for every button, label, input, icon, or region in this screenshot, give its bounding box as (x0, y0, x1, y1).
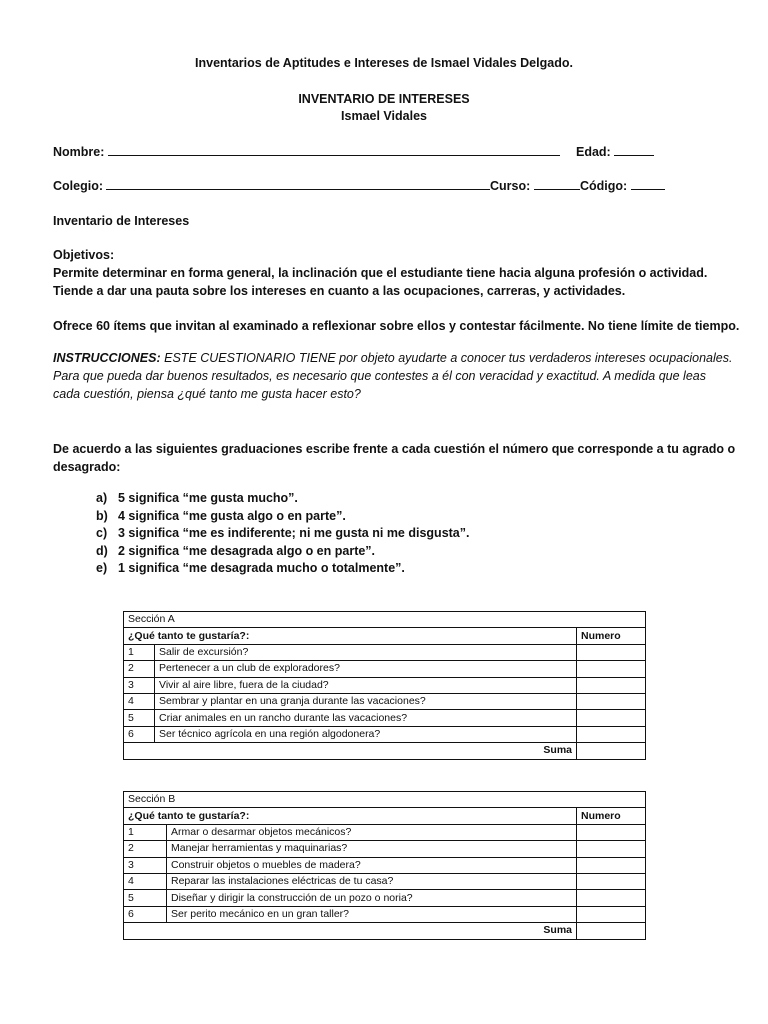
curso-label: Curso: (490, 179, 531, 193)
objetivos-label: Objetivos: (53, 248, 115, 262)
graduation-item: d) 2 significa “me desagrada algo o en parte”. (96, 543, 376, 558)
numero-header: Numero (577, 628, 646, 644)
colegio-label: Colegio: (53, 179, 103, 193)
inventory-title: INVENTARIO DE INTERESES (298, 92, 470, 106)
question-header: ¿Qué tanto te gustaría?: (124, 628, 577, 644)
table-row: 5 Criar animales en un rancho durante las vacaciones? (124, 710, 646, 726)
objetivos-line-2: Tiende a dar una pauta sobre los intereses en cuanto a las ocupaciones, carreras, y actividades. (53, 284, 626, 298)
colegio-row (53, 178, 490, 193)
curso-row (490, 178, 580, 193)
table-row: 3 Vivir al aire libre, fuera de la ciudad? (124, 677, 646, 693)
table-row: 6 Ser técnico agrícola en una región algodonera? (124, 726, 646, 742)
answer-cell[interactable] (577, 677, 646, 693)
answer-cell[interactable] (577, 726, 646, 742)
objetivos-line-1: Permite determinar en forma general, la inclinación que el estudiante tiene hacia alguna profesión o actividad. (53, 266, 708, 280)
graduation-intro-line-1: De acuerdo a las siguientes graduaciones escribe frente a cada cuestión el número que corresponde a tu agrado o (53, 442, 736, 456)
answer-cell[interactable] (577, 824, 646, 840)
nombre-row (53, 144, 560, 159)
instructions-label: INSTRUCCIONES: (53, 351, 161, 365)
instructions-line-3: cada cuestión, piensa ¿qué tanto me gusta hacer esto? (53, 387, 361, 401)
table-row: 6 Ser perito mecánico en un gran taller? (124, 906, 646, 922)
edad-label: Edad: (576, 145, 611, 159)
sum-row (124, 743, 646, 759)
nombre-label: Nombre: (53, 145, 105, 159)
answer-cell[interactable] (577, 693, 646, 709)
table-row: 4 Sembrar y plantar en una granja durante las vacaciones? (124, 693, 646, 709)
edad-row (576, 144, 654, 159)
table-row: 2 Pertenecer a un club de exploradores? (124, 661, 646, 677)
graduation-intro (53, 440, 736, 476)
table-row: 4 Reparar las instalaciones eléctricas de tu casa? (124, 873, 646, 889)
answer-cell[interactable] (577, 873, 646, 889)
numero-header: Numero (577, 808, 646, 824)
sum-label: Suma (124, 923, 577, 939)
instructions-line-1: ESTE CUESTIONARIO TIENE por objeto ayudarte a conocer tus verdaderos intereses ocupacionales. (160, 351, 733, 365)
graduation-item: c) 3 significa “me es indiferente; ni me gusta ni me disgusta”. (96, 526, 470, 540)
table-row: 5 Diseñar y dirigir la construcción de un pozo o noria? (124, 890, 646, 906)
instructions-line-2: Para que pueda dar buenos resultados, es necesario que contestes a él con veracidad y exactitud. A medida que leas (53, 369, 706, 383)
codigo-field[interactable] (631, 178, 665, 190)
ofrece-text: Ofrece 60 ítems que invitan al examinado a reflexionar sobre ellos y contestar fácilmente. No tiene límite de tiempo. (53, 319, 740, 333)
answer-cell[interactable] (577, 841, 646, 857)
answer-cell[interactable] (577, 710, 646, 726)
colegio-field[interactable] (106, 178, 490, 190)
graduation-intro-line-2: desagrado: (53, 460, 121, 474)
section-b-table (123, 791, 646, 940)
codigo-row (580, 178, 665, 193)
table-row: 1 Armar o desarmar objetos mecánicos? (124, 824, 646, 840)
instructions-block (53, 349, 733, 403)
codigo-label: Código: (580, 179, 628, 193)
sum-label: Suma (124, 743, 577, 759)
question-header: ¿Qué tanto te gustaría?: (124, 808, 577, 824)
sum-cell[interactable] (577, 923, 646, 939)
table-row: 2 Manejar herramientas y maquinarias? (124, 841, 646, 857)
edad-field[interactable] (614, 144, 654, 156)
section-title-cell: Sección A (124, 612, 646, 628)
graduation-item: b) 4 significa “me gusta algo o en parte”. (96, 508, 346, 523)
section-a-table (123, 611, 646, 760)
sum-cell[interactable] (577, 743, 646, 759)
objetivos-block (53, 246, 733, 300)
nombre-field[interactable] (108, 144, 560, 156)
sum-row (124, 923, 646, 939)
answer-cell[interactable] (577, 857, 646, 873)
graduation-item: a) 5 significa “me gusta mucho”. (96, 491, 298, 505)
section-title: Inventario de Intereses (53, 214, 190, 228)
document-title: Inventarios de Aptitudes e Intereses de Ismael Vidales Delgado. (195, 56, 573, 70)
answer-cell[interactable] (577, 890, 646, 906)
answer-cell[interactable] (577, 644, 646, 660)
curso-field[interactable] (534, 178, 580, 190)
graduation-list (96, 490, 469, 578)
inventory-author: Ismael Vidales (341, 109, 427, 123)
graduation-item: e) 1 significa “me desagrada mucho o totalmente”. (96, 561, 405, 575)
table-row: 1 Salir de excursión? (124, 644, 646, 660)
table-row: 3 Construir objetos o muebles de madera? (124, 857, 646, 873)
answer-cell[interactable] (577, 661, 646, 677)
section-title-cell: Sección B (124, 792, 646, 808)
answer-cell[interactable] (577, 906, 646, 922)
